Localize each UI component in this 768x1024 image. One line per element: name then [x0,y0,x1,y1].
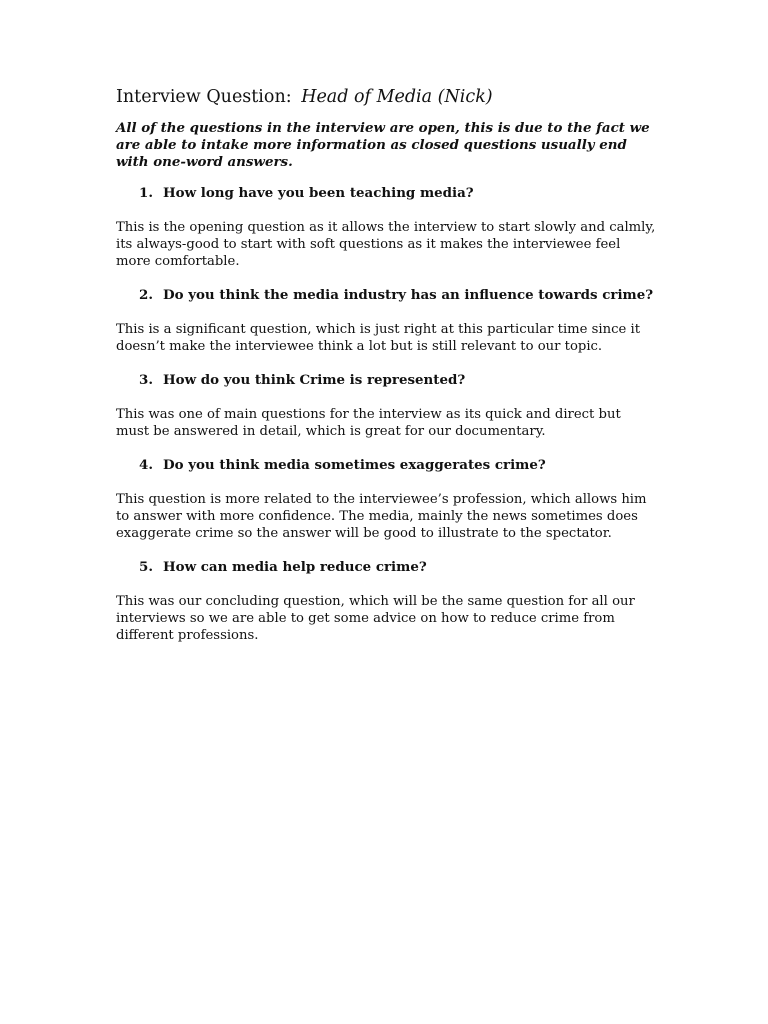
answer-2: This is a significant question, which is just right at this particular time since it doesn’t make the interviewee think a lot but is still relevant to our topic. [116,322,641,354]
title-subject: Head of Media (Nick) [301,87,493,107]
question-text: Do you think media sometimes exaggerates crime? [163,457,546,473]
question-number: 2. [139,287,153,303]
question-text: How do you think Crime is represented? [163,372,466,388]
answer-5: This was our concluding question, which will be the same question for all our interviews so we are able to get some advice on how to reduce crime from different professions. [116,594,635,643]
answer-4: This question is more related to the interviewee’s profession, which allows him to answer with more confidence. The media, mainly the news sometimes does exaggerate crime so the answer will be good to illustrate to the spectator. [116,492,647,541]
answer-3: This was one of main questions for the interview as its quick and direct but must be answered in detail, which is great for our documentary. [116,407,621,439]
question-number: 1. [139,185,153,201]
question-4 [116,457,656,474]
question-2 [116,287,656,304]
intro-paragraph: All of the questions in the interview are open, this is due to the fact we are able to intake more information as closed questions usually end with one-word answers. [116,120,650,170]
answer-1: This is the opening question as it allows the interview to start slowly and calmly, its always-good to start with soft questions as it makes the interviewee feel more comfortable. [116,220,656,269]
question-text: How long have you been teaching media? [163,185,474,201]
question-number: 4. [139,457,153,473]
question-text: How can media help reduce crime? [163,559,427,575]
question-number: 5. [139,559,153,575]
question-3 [116,372,656,389]
document-title [116,86,656,108]
question-number: 3. [139,372,153,388]
title-prefix: Interview Question: [116,87,292,107]
document-page [116,86,656,661]
question-text: Do you think the media industry has an influence towards crime? [163,287,654,303]
question-5 [116,559,656,576]
question-1 [116,185,656,202]
